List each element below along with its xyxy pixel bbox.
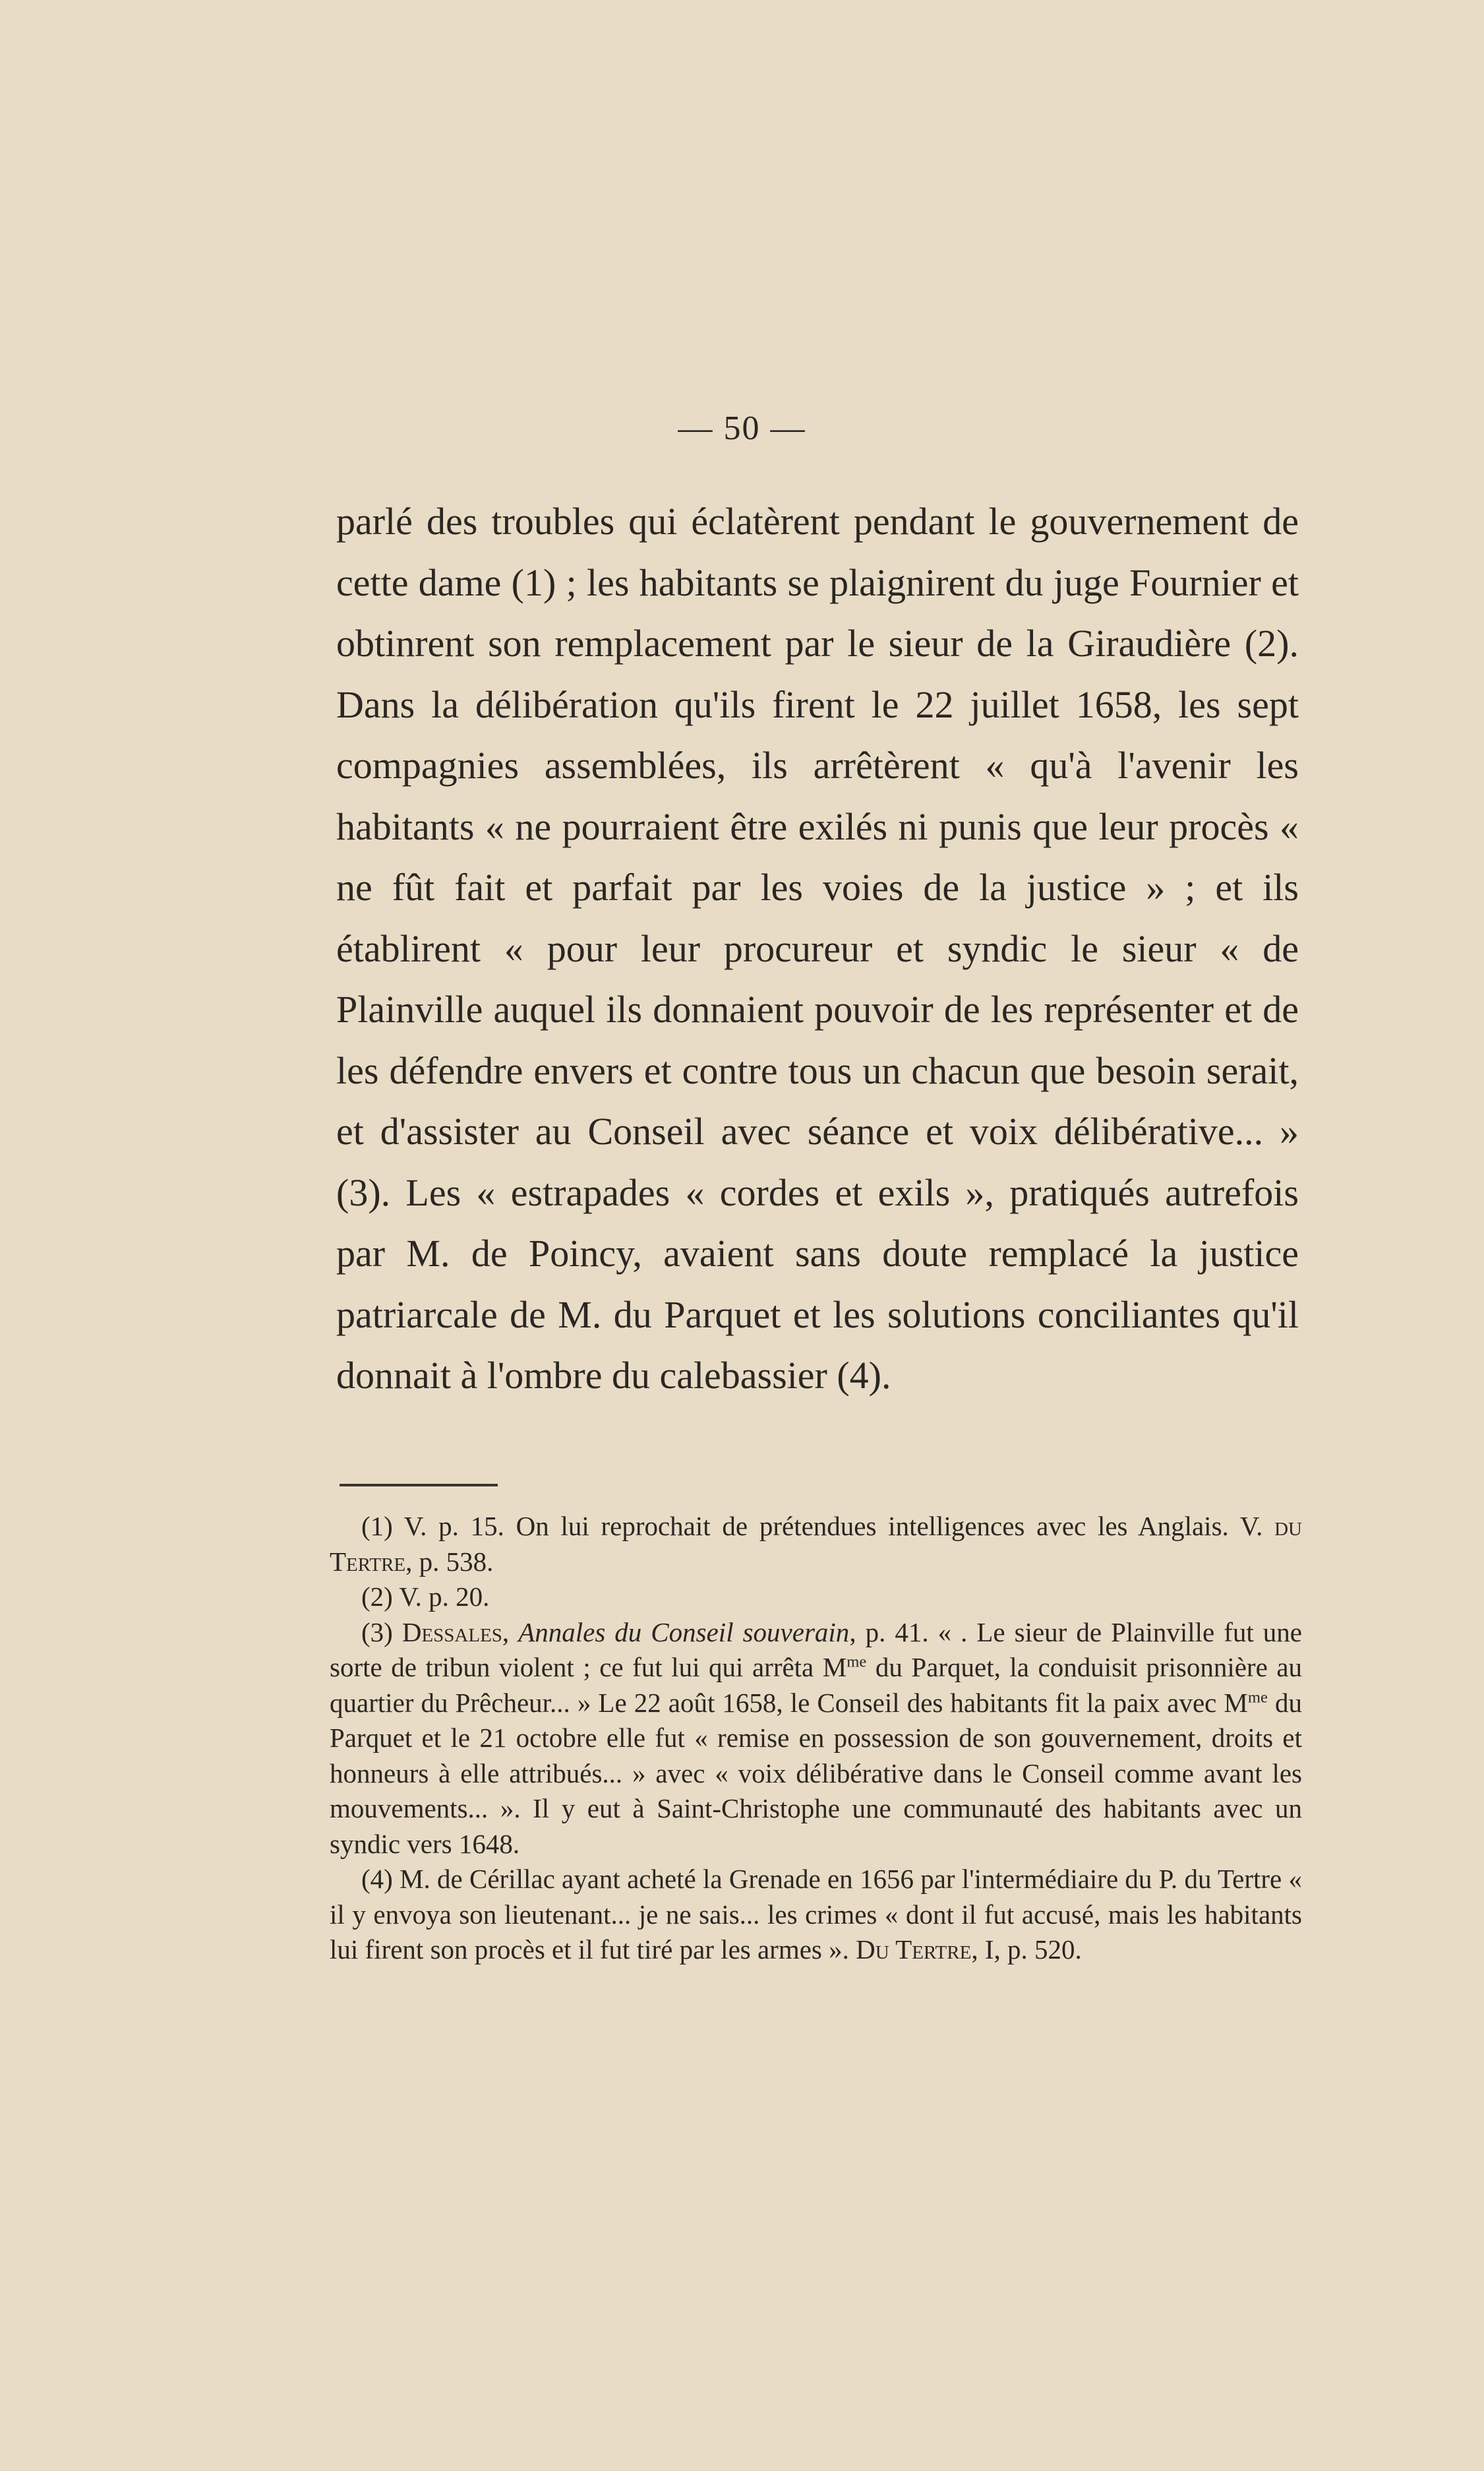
- footnote-4-text: (4) M. de Cérillac ayant acheté la Grenade en 1656 par l'intermédiaire du P. du Tertre « il y envoya son lieutenant... je ne sais... les crimes « dont il fut accusé, mais les habitants lui firent son procès et il fut tiré par les armes ».: [330, 1864, 1302, 1965]
- footnote-3-text-a: , p. 41. « . Le sieur de Plainville fut une sorte de tribun violent ; ce fut lui qui arrêta M: [330, 1616, 1302, 1682]
- footnote-4: [330, 1862, 1302, 1968]
- footnote-1: [330, 1509, 1302, 1579]
- footnote-3: (3) Dessales, Annales du Conseil souverain, p. 41. « . Le sieur de Plainville fut une sorte de tribun violent ; ce fut lui qui arrêta $M^{me}$ du Parquet, la conduisit prisonnière au quartier du Prêcheur... » Le 22 août 1658, le Conseil des habitants fit la paix avec $M^{me}$ du Parquet et le 21 octobre elle fut « remise en possession de son gouvernement, droits et honneurs à elle attribués... » avec « voix délibérative dans le Conseil comme avant les mouvements... ». Il y eut à Saint-Christophe une communauté des habitants avec un syndic vers 1648.: [330, 1616, 1303, 1859]
- footnote-3-author: Dessales: [401, 1616, 502, 1647]
- footnote-3-number: (3): [361, 1616, 393, 1647]
- page-number: — 50 —: [678, 410, 806, 447]
- footnote-1-ref: , p. 538.: [405, 1546, 494, 1577]
- footnote-3-text-b: du Parquet, la conduisit prisonnière au quartier du Prêcheur... » Le 22 août 1658, le Conseil des habitants fit la paix avec M: [330, 1652, 1303, 1718]
- footnotes: [330, 1509, 1302, 1968]
- body-paragraph: parlé des troubles qui éclatèrent pendant le gouvernement de cette dame (1) ; les habitants se plaignirent du juge Fournier et obtinrent son remplacement par le sieur de la Giraudière (2). Dans la délibération qu'ils firent le 22 juillet 1658, les sept compagnies assemblées, ils arrêtèrent « qu'à l'avenir les habitants « ne pourraient être exilés ni punis que leur procès « ne fût fait et parfait par les voies de la justice » ; et ils établirent « pour leur procureur et syndic le sieur « de Plainville auquel ils donnaient pouvoir de les représenter et de les défendre envers et contre tous un chacun que besoin serait, et d'assister au Conseil avec séance et voix délibérative... » (3). Les « estrapades « cordes et exils », pratiqués autrefois par M. de Poincy, avaient sans doute remplacé la justice patriarcale de M. du Parquet et les solutions conciliantes qu'il donnait à l'ombre du calebassier (4).: [336, 500, 1299, 1397]
- footnote-3-sup-2: me: [1247, 1688, 1268, 1706]
- footnote-1-author: du Tertre: [330, 1511, 1302, 1577]
- footnote-3-text-c: du Parquet et le 21 octobre elle fut « remise en possession de son gouvernement, droits et honneurs à elle attribués... » avec « voix délibérative dans le Conseil comme avant les mouvements... ». Il y eut à Saint-Christophe une communauté des habitants avec un syndic vers 1648.: [330, 1687, 1303, 1859]
- footnote-3-sup-1: me: [846, 1653, 867, 1671]
- footnote-4-ref: , I, p. 520.: [971, 1934, 1082, 1965]
- footnote-2: (2) V. p. 20.: [361, 1581, 490, 1612]
- footnote-1-text: (1) V. p. 15. On lui reprochait de prétendues intelligences avec les Anglais. V.: [361, 1511, 1263, 1541]
- footnote-divider: [340, 1484, 498, 1486]
- footnote-3-title: Annales du Conseil souverain: [518, 1616, 850, 1647]
- footnote-4-author: Du Tertre: [856, 1934, 972, 1965]
